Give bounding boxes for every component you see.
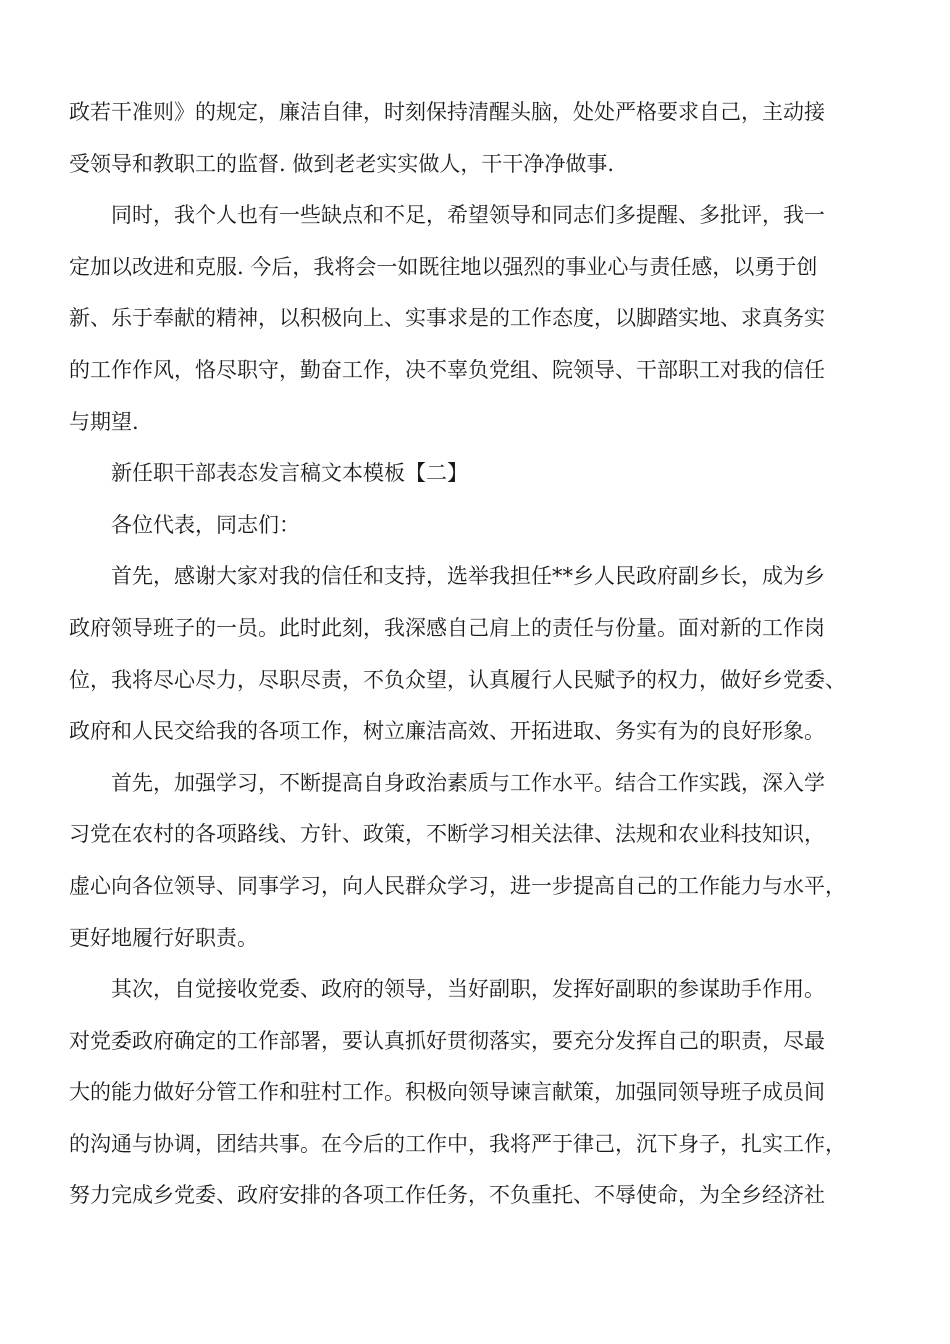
heading-line: 新任职干部表态发言稿文本模板【二】: [111, 461, 468, 486]
text-line: 定加以改进和克服. 今后，我将会一如既往地以强烈的事业心与责任感，以勇于创: [69, 254, 818, 279]
text-line: 大的能力做好分管工作和驻村工作。积极向领导谏言献策，加强同领导班子成员间: [69, 1080, 825, 1105]
text-line: 政府和人民交给我的各项工作，树立廉洁高效、开拓进取、务实有为的良好形象。: [69, 719, 825, 744]
text-line: 同时，我个人也有一些缺点和不足，希望领导和同志们多提醒、多批评，我一: [111, 203, 825, 228]
text-line: 首先，加强学习，不断提高自身政治素质与工作水平。结合工作实践，深入学: [111, 770, 825, 795]
salutation: [69, 500, 899, 552]
paragraph-3: [69, 551, 899, 757]
text-line: 其次，自觉接收党委、政府的领导，当好副职，发挥好副职的参谋助手作用。: [111, 977, 825, 1002]
salutation-line: 各位代表，同志们：: [111, 512, 300, 537]
text-line: 努力完成乡党委、政府安排的各项工作任务，不负重托、不辱使命，为全乡经济社: [69, 1183, 825, 1208]
text-line: 的工作作风，恪尽职守，勤奋工作，决不辜负党组、院领导、干部职工对我的信任: [69, 357, 825, 382]
text-line: 新、乐于奉献的精神，以积极向上、实事求是的工作态度，以脚踏实地、求真务实: [69, 306, 825, 331]
section-heading: [69, 448, 899, 500]
document-body: [69, 87, 899, 1222]
text-line: 与期望.: [69, 409, 139, 434]
paragraph-5: [69, 964, 899, 1222]
text-line: 的沟通与协调，团结共事。在今后的工作中，我将严于律己，沉下身子，扎实工作，: [69, 1131, 846, 1156]
text-line: 更好地履行好职责。: [69, 925, 258, 950]
text-line: 首先，感谢大家对我的信任和支持，选举我担任**乡人民政府副乡长，成为乡: [111, 564, 825, 589]
paragraph-1: [69, 87, 899, 190]
text-line: 受领导和教职工的监督. 做到老老实实做人，干干净净做事.: [69, 151, 615, 176]
text-line: 习党在农村的各项路线、方针、政策，不断学习相关法律、法规和农业科技知识，: [69, 822, 825, 847]
text-line: 政府领导班子的一员。此时此刻，我深感自己肩上的责任与份量。面对新的工作岗: [69, 615, 825, 640]
text-line: 政若干准则》的规定，廉洁自律，时刻保持清醒头脑，处处严格要求自己，主动接: [69, 100, 825, 124]
text-line: 虚心向各位领导、同事学习，向人民群众学习，进一步提高自己的工作能力与水平，: [69, 873, 846, 898]
paragraph-2: [69, 190, 899, 448]
paragraph-4: [69, 758, 899, 964]
text-line: 位，我将尽心尽力，尽职尽责，不负众望，认真履行人民赋予的权力，做好乡党委、: [69, 667, 846, 692]
text-line: 对党委政府确定的工作部署，要认真抓好贯彻落实，要充分发挥自己的职责，尽最: [69, 1028, 825, 1053]
